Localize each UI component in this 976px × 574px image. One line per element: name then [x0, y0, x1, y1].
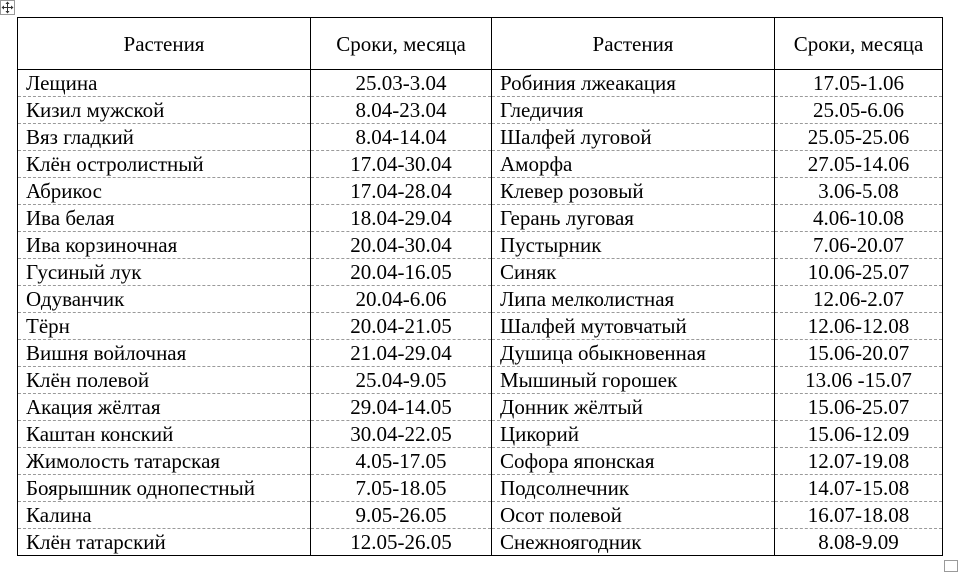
header-row	[18, 18, 943, 70]
period-cell: 8.08-9.09	[775, 529, 943, 556]
plant-name-cell: Подсолнечник	[492, 475, 775, 502]
header-plants-right: Растения	[492, 18, 775, 70]
plant-name-cell: Герань луговая	[492, 205, 775, 232]
period-cell: 25.04-9.05	[311, 367, 492, 394]
plant-name-cell: Робиния лжеакация	[492, 70, 775, 97]
period-cell: 3.06-5.08	[775, 178, 943, 205]
plant-name-cell: Осот полевой	[492, 502, 775, 529]
plant-name-cell: Калина	[18, 502, 311, 529]
period-cell: 25.05-6.06	[775, 97, 943, 124]
period-cell: 18.04-29.04	[311, 205, 492, 232]
plant-name-cell: Акация жёлтая	[18, 394, 311, 421]
plant-name-cell: Ива белая	[18, 205, 311, 232]
table-row	[18, 502, 943, 529]
plant-name-cell: Боярышник однопестный	[18, 475, 311, 502]
header-period-left: Сроки, месяца	[311, 18, 492, 70]
period-cell: 21.04-29.04	[311, 340, 492, 367]
plant-name-cell: Пустырник	[492, 232, 775, 259]
plant-name-cell: Вяз гладкий	[18, 124, 311, 151]
period-cell: 29.04-14.05	[311, 394, 492, 421]
period-cell: 12.07-19.08	[775, 448, 943, 475]
plant-name-cell: Вишня войлочная	[18, 340, 311, 367]
table-row	[18, 70, 943, 97]
period-cell: 16.07-18.08	[775, 502, 943, 529]
period-cell: 20.04-16.05	[311, 259, 492, 286]
plant-name-cell: Шалфей луговой	[492, 124, 775, 151]
period-cell: 25.03-3.04	[311, 70, 492, 97]
period-cell: 12.06-12.08	[775, 313, 943, 340]
period-cell: 17.04-30.04	[311, 151, 492, 178]
plant-name-cell: Одуванчик	[18, 286, 311, 313]
plant-name-cell: Жимолость татарская	[18, 448, 311, 475]
header-period-right: Сроки, месяца	[775, 18, 943, 70]
plant-name-cell: Лещина	[18, 70, 311, 97]
table-row	[18, 421, 943, 448]
period-cell: 20.04-6.06	[311, 286, 492, 313]
period-cell: 15.06-25.07	[775, 394, 943, 421]
plant-name-cell: Липа мелколистная	[492, 286, 775, 313]
table-body	[18, 70, 943, 556]
period-cell: 10.06-25.07	[775, 259, 943, 286]
table-row	[18, 286, 943, 313]
table-row	[18, 232, 943, 259]
period-cell: 9.05-26.05	[311, 502, 492, 529]
plant-name-cell: Душица обыкновенная	[492, 340, 775, 367]
table-row	[18, 259, 943, 286]
plant-name-cell: Абрикос	[18, 178, 311, 205]
table-row	[18, 340, 943, 367]
plant-name-cell: Тёрн	[18, 313, 311, 340]
flowering-periods-table	[17, 17, 943, 556]
period-cell: 12.06-2.07	[775, 286, 943, 313]
period-cell: 15.06-12.09	[775, 421, 943, 448]
table-row	[18, 313, 943, 340]
plant-name-cell: Кизил мужской	[18, 97, 311, 124]
period-cell: 13.06 -15.07	[775, 367, 943, 394]
period-cell: 8.04-23.04	[311, 97, 492, 124]
period-cell: 12.05-26.05	[311, 529, 492, 556]
table-row	[18, 205, 943, 232]
plant-name-cell: Гледичия	[492, 97, 775, 124]
table-resize-handle-icon[interactable]	[944, 560, 958, 572]
period-cell: 4.05-17.05	[311, 448, 492, 475]
plant-name-cell: Клён татарский	[18, 529, 311, 556]
table-row	[18, 475, 943, 502]
table-row	[18, 97, 943, 124]
plant-name-cell: Мышиный горошек	[492, 367, 775, 394]
period-cell: 17.04-28.04	[311, 178, 492, 205]
table-row	[18, 178, 943, 205]
table-row	[18, 124, 943, 151]
period-cell: 17.05-1.06	[775, 70, 943, 97]
table-row	[18, 448, 943, 475]
table-move-handle-icon[interactable]	[0, 0, 15, 15]
plant-name-cell: Донник жёлтый	[492, 394, 775, 421]
plant-name-cell: Клён остролистный	[18, 151, 311, 178]
table-row	[18, 367, 943, 394]
period-cell: 7.05-18.05	[311, 475, 492, 502]
plant-name-cell: Софора японская	[492, 448, 775, 475]
period-cell: 20.04-30.04	[311, 232, 492, 259]
plant-name-cell: Ива корзиночная	[18, 232, 311, 259]
table-row	[18, 529, 943, 556]
header-plants-left: Растения	[18, 18, 311, 70]
plant-name-cell: Синяк	[492, 259, 775, 286]
period-cell: 20.04-21.05	[311, 313, 492, 340]
plant-name-cell: Каштан конский	[18, 421, 311, 448]
period-cell: 7.06-20.07	[775, 232, 943, 259]
plant-name-cell: Клён полевой	[18, 367, 311, 394]
plant-name-cell: Гусиный лук	[18, 259, 311, 286]
period-cell: 4.06-10.08	[775, 205, 943, 232]
table-row	[18, 151, 943, 178]
period-cell: 8.04-14.04	[311, 124, 492, 151]
table-row	[18, 394, 943, 421]
period-cell: 30.04-22.05	[311, 421, 492, 448]
plant-name-cell: Клевер розовый	[492, 178, 775, 205]
plant-name-cell: Цикорий	[492, 421, 775, 448]
period-cell: 27.05-14.06	[775, 151, 943, 178]
period-cell: 15.06-20.07	[775, 340, 943, 367]
plant-name-cell: Аморфа	[492, 151, 775, 178]
plant-name-cell: Снежноягодник	[492, 529, 775, 556]
plant-name-cell: Шалфей мутовчатый	[492, 313, 775, 340]
period-cell: 14.07-15.08	[775, 475, 943, 502]
period-cell: 25.05-25.06	[775, 124, 943, 151]
